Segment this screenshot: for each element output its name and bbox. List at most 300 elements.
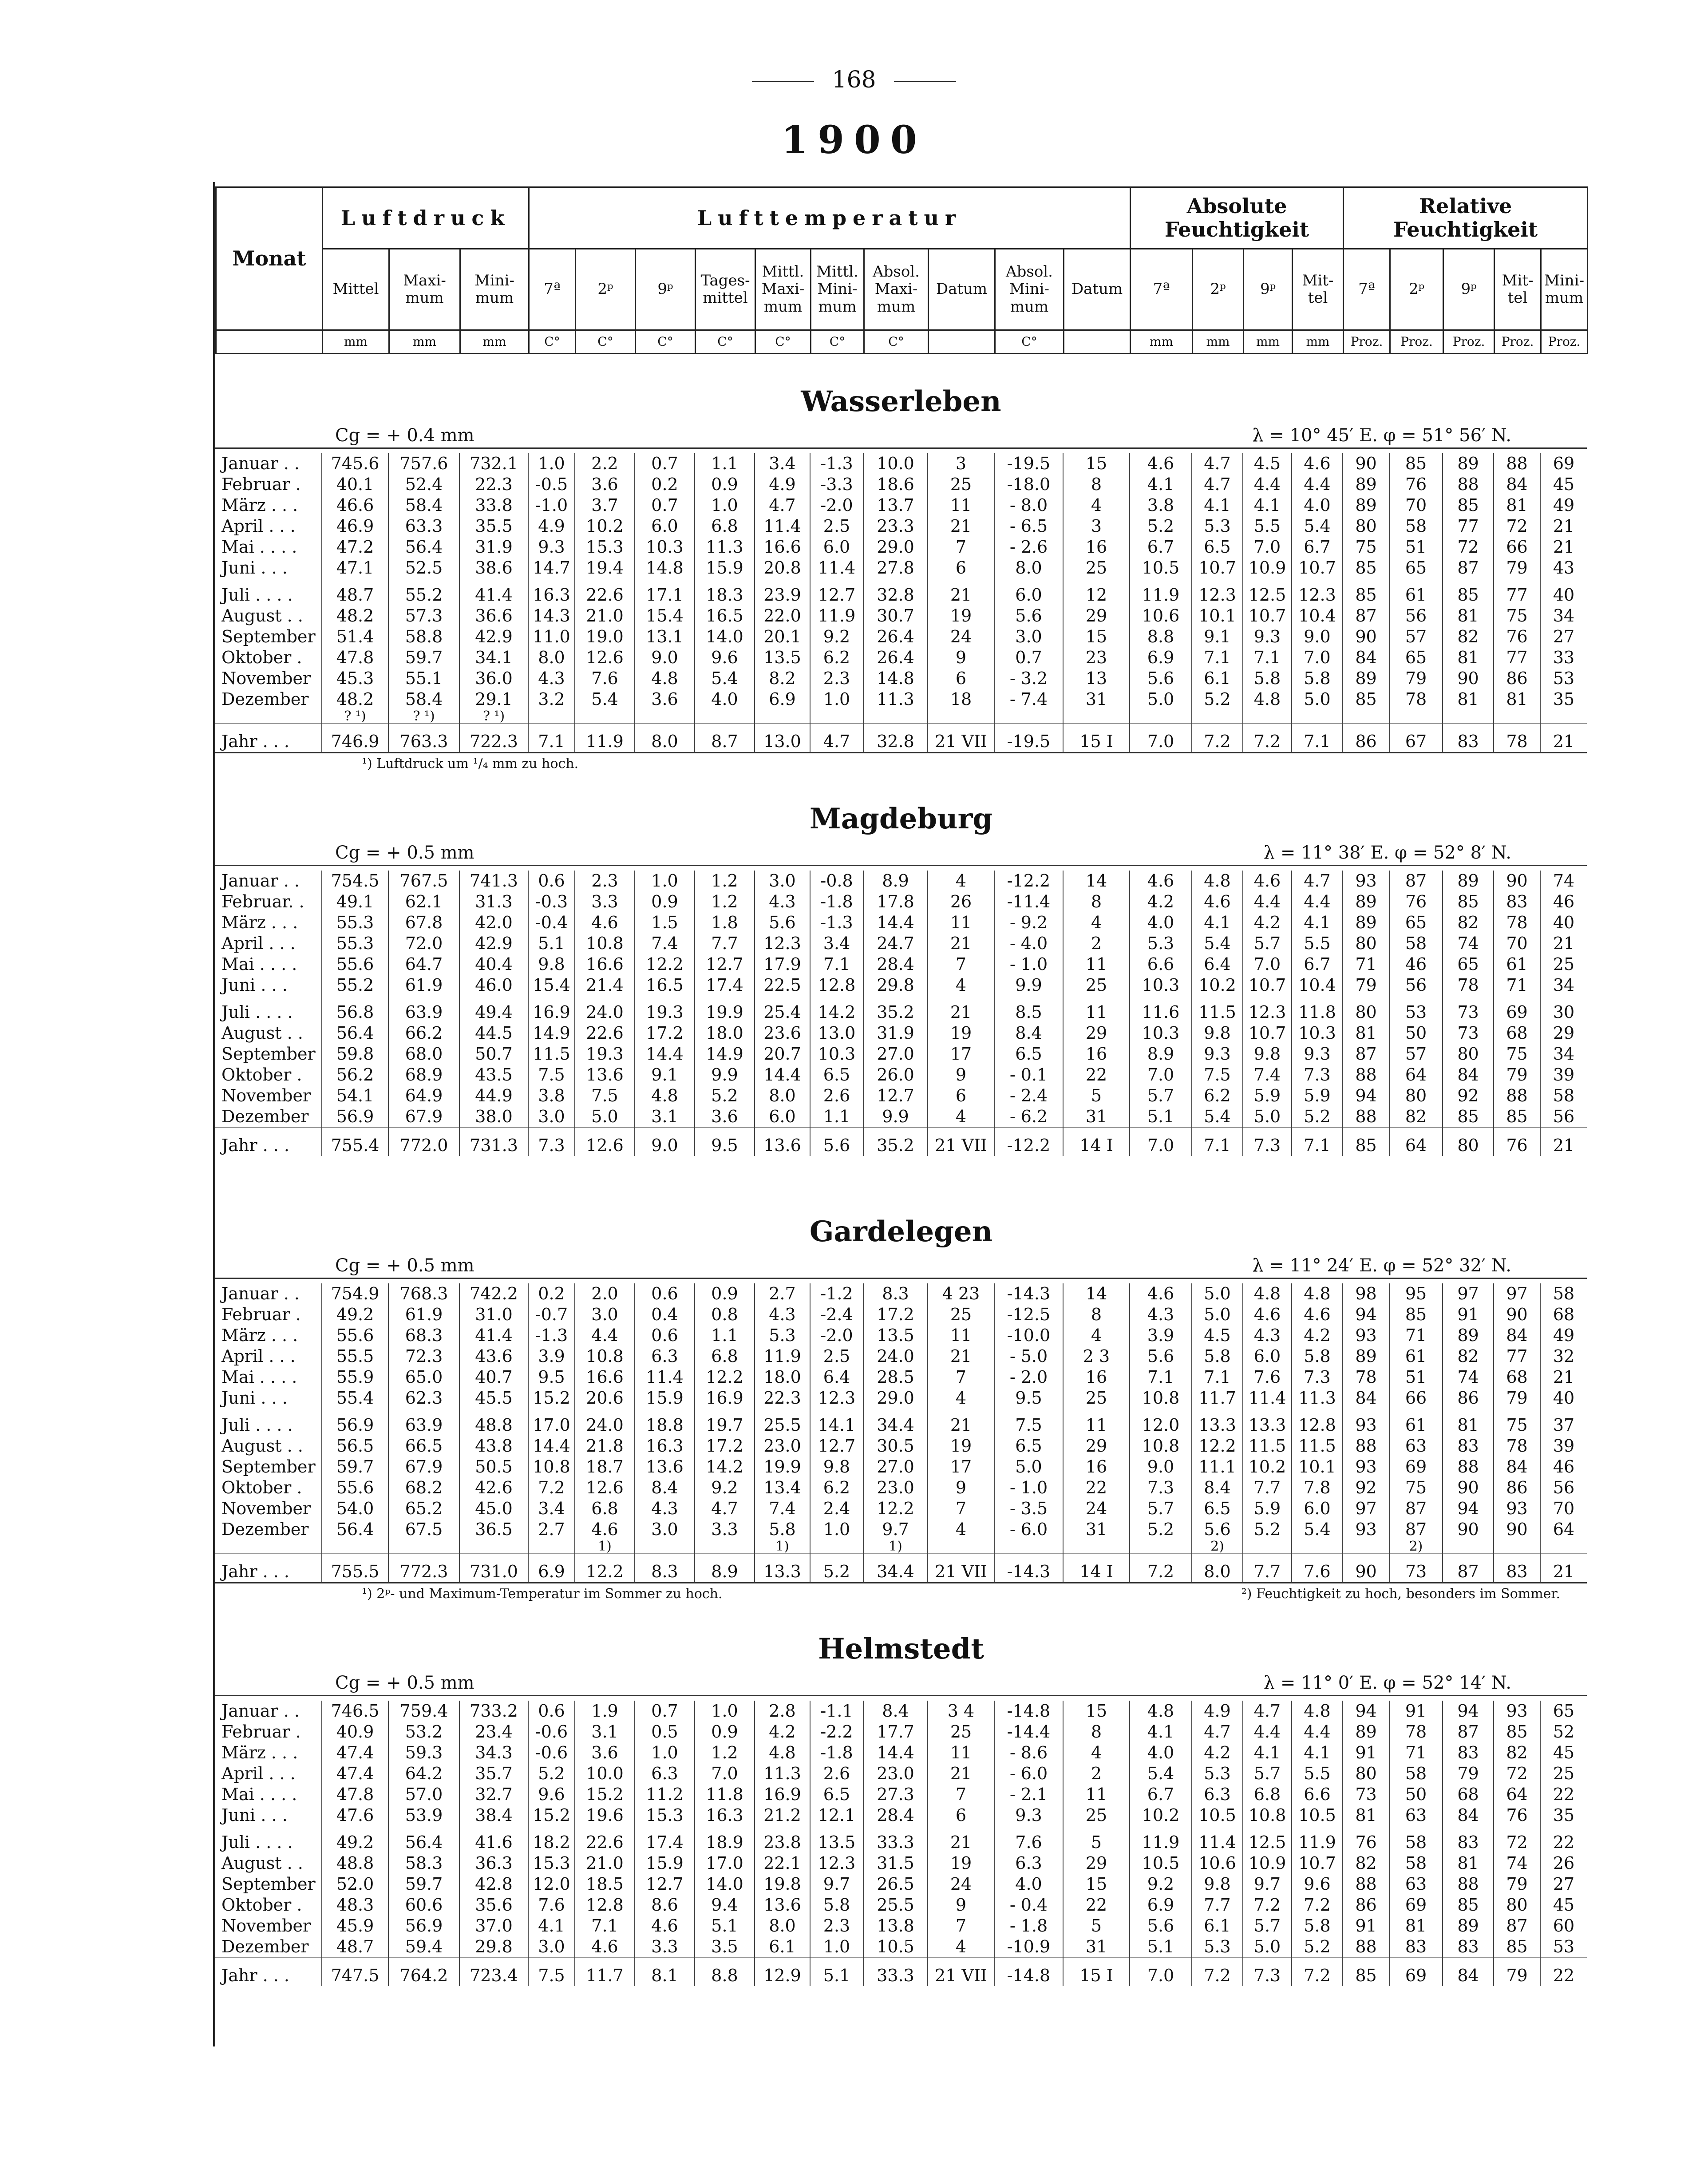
cell: 74	[1494, 1853, 1540, 1874]
cell: 12	[1063, 578, 1130, 606]
gravity-correction: Cg = + 0.5 mm	[335, 843, 474, 863]
cell: 80	[1389, 1085, 1443, 1106]
cell	[1063, 710, 1130, 724]
row-label: September	[221, 1044, 316, 1064]
cell: 81	[1443, 689, 1494, 710]
row-label: März . . .	[221, 495, 298, 515]
cell: - 2.1	[994, 1784, 1063, 1805]
cell: 12.5	[1243, 578, 1292, 606]
cell: 19	[928, 606, 994, 626]
cell: 1.0	[528, 453, 575, 474]
cell: - 0.4	[994, 1895, 1063, 1916]
cell: 2	[1063, 1763, 1130, 1784]
cell: 15.4	[528, 975, 575, 996]
cell: 12.1	[810, 1805, 863, 1826]
cell: 7.3	[1243, 1128, 1292, 1156]
cell: 12.0	[1130, 1409, 1192, 1436]
cell: 10.3	[635, 537, 695, 558]
cell: 4	[1063, 495, 1130, 516]
cell: 64	[1389, 1128, 1443, 1156]
cell: 16	[1063, 1457, 1130, 1477]
cell: 45.3	[322, 668, 388, 689]
cell: 32.8	[863, 724, 928, 752]
cell: 36.5	[459, 1519, 528, 1540]
station-name: Helmstedt	[818, 1632, 984, 1666]
table-row	[215, 578, 1587, 606]
cell: 4.7	[1192, 453, 1243, 474]
cell: 0.6	[635, 1283, 695, 1304]
cell: 82	[1494, 1742, 1540, 1763]
cell: 53.9	[388, 1805, 459, 1826]
cell: 6.2	[810, 647, 863, 668]
cell: 4.4	[1292, 891, 1343, 912]
cell: 70	[1494, 933, 1540, 954]
table-row	[215, 891, 1587, 912]
cell: 88	[1443, 474, 1494, 495]
cell: 21.2	[755, 1805, 810, 1826]
cell	[528, 1540, 575, 1554]
cell: 76	[1343, 1826, 1389, 1853]
cell: 58	[1540, 1283, 1587, 1304]
cell: 7.0	[1243, 537, 1292, 558]
cell: 9.8	[528, 954, 575, 975]
cell: 7	[928, 1916, 994, 1936]
table-row	[215, 558, 1587, 578]
header-unit-5: C°	[636, 330, 696, 354]
cell: 772.3	[388, 1554, 459, 1582]
cell: 10.8	[528, 1457, 575, 1477]
cell: 15	[1063, 1874, 1130, 1895]
cell: 5.2	[1243, 1519, 1292, 1540]
cell: 5.8	[1243, 668, 1292, 689]
cell: 9.6	[695, 647, 755, 668]
cell: -19.5	[994, 724, 1063, 752]
table-row	[215, 1701, 1587, 1722]
cell: 11.9	[1130, 1826, 1192, 1853]
cell: 7.1	[1192, 1128, 1243, 1156]
cell: 12.3	[810, 1853, 863, 1874]
cell: 55.6	[322, 1325, 388, 1346]
cell: 7.6	[575, 668, 635, 689]
footnote-line	[215, 752, 1587, 776]
header-col-4: 2ᵖ	[576, 249, 636, 330]
cell: 8.0	[755, 1085, 810, 1106]
header-col-9: Absol. Maxi-mum	[864, 249, 929, 330]
station-section	[215, 382, 1587, 776]
cell: 49.4	[459, 996, 528, 1023]
cell: 71	[1389, 1742, 1443, 1763]
cell: 11	[1063, 1409, 1130, 1436]
cell: 97	[1494, 1283, 1540, 1304]
cell	[1343, 1540, 1389, 1554]
cell: 80	[1343, 1763, 1389, 1784]
cell: - 2.0	[994, 1367, 1063, 1388]
cell: 0.6	[528, 871, 575, 891]
row-label: August . .	[221, 1853, 303, 1873]
cell: 6.8	[1243, 1784, 1292, 1805]
cell	[1243, 710, 1292, 724]
cell: 9.9	[863, 1106, 928, 1128]
header-lufttemperatur: Lufttemperatur	[529, 187, 1131, 249]
row-label: November	[221, 1086, 311, 1105]
cell: 5.1	[1130, 1936, 1192, 1958]
cell: 15.3	[528, 1853, 575, 1874]
cell: 48.8	[459, 1409, 528, 1436]
cell: 4.3	[755, 891, 810, 912]
cell: 82	[1343, 1853, 1389, 1874]
cell: - 5.0	[994, 1346, 1063, 1367]
cell: 86	[1343, 1895, 1389, 1916]
cell: 10.7	[1192, 558, 1243, 578]
cell: 25	[928, 474, 994, 495]
header-unit-13: mm	[1131, 330, 1193, 354]
cell: 2.5	[810, 1346, 863, 1367]
cell: 1.1	[695, 453, 755, 474]
cell: 16.5	[635, 975, 695, 996]
cell: 11	[928, 495, 994, 516]
cell: 61.9	[388, 975, 459, 996]
cell: 39	[1540, 1436, 1587, 1457]
cell: 4.6	[1130, 1283, 1192, 1304]
cell: 24	[928, 1874, 994, 1895]
cell: 4	[928, 871, 994, 891]
cell: - 6.0	[994, 1519, 1063, 1540]
cell: 85	[1343, 578, 1389, 606]
cell: 22	[1540, 1826, 1587, 1853]
cell: 0.9	[635, 891, 695, 912]
cell: 3.4	[755, 453, 810, 474]
cell: 18.0	[755, 1367, 810, 1388]
cell: 5.9	[1243, 1085, 1292, 1106]
cell: 90	[1343, 626, 1389, 647]
cell: 21	[1540, 724, 1587, 752]
cell: 76	[1494, 1805, 1540, 1826]
cell: 46.9	[322, 516, 388, 537]
cell: 4.5	[1243, 453, 1292, 474]
cell: 86	[1443, 1388, 1494, 1409]
cell: 50.5	[459, 1457, 528, 1477]
cell: 14.2	[695, 1457, 755, 1477]
header-unit-4: C°	[576, 330, 636, 354]
cell: 42.8	[459, 1874, 528, 1895]
cell: 8.4	[863, 1701, 928, 1722]
cell: 10.6	[1130, 606, 1192, 626]
cell: 15.3	[575, 537, 635, 558]
cell: 52	[1540, 1722, 1587, 1742]
table-row	[215, 516, 1587, 537]
cell: 25.5	[755, 1409, 810, 1436]
table-row	[215, 1023, 1587, 1044]
cell: 5.5	[1292, 1763, 1343, 1784]
row-label: September	[221, 1874, 316, 1894]
header-col-3: 7ª	[529, 249, 576, 330]
cell: 17.1	[635, 578, 695, 606]
cell: 25.5	[863, 1895, 928, 1916]
cell: 4.0	[1292, 495, 1343, 516]
header-col-20: Mit-tel	[1494, 249, 1541, 330]
cell: 7.4	[755, 1498, 810, 1519]
cell: 75	[1494, 1044, 1540, 1065]
cell: 94	[1443, 1498, 1494, 1519]
cell: 58	[1540, 1085, 1587, 1106]
header-unit-7: C°	[755, 330, 811, 354]
cell: 22	[1540, 1958, 1587, 1986]
cell: 82	[1443, 626, 1494, 647]
cell: 46.0	[459, 975, 528, 996]
cell	[1443, 710, 1494, 724]
cell: 90	[1443, 1477, 1494, 1498]
cell: 2)	[1389, 1540, 1443, 1554]
cell: 40.9	[322, 1722, 388, 1742]
cell: 61	[1389, 1409, 1443, 1436]
cell: - 8.0	[994, 495, 1063, 516]
cell: 27	[1540, 1874, 1587, 1895]
cell: 5	[1063, 1085, 1130, 1106]
cell: 27.0	[863, 1044, 928, 1065]
row-label: Juli . . . .	[221, 1833, 293, 1852]
cell: 11.8	[1292, 996, 1343, 1023]
cell: 10.7	[1292, 558, 1343, 578]
cell: 89	[1343, 912, 1389, 933]
cell: ? ¹)	[322, 710, 388, 724]
cell: 68.0	[388, 1044, 459, 1065]
cell: 79	[1494, 1958, 1540, 1986]
cell: 17.2	[635, 1023, 695, 1044]
cell: 7.0	[1130, 1065, 1192, 1085]
cell: 89	[1343, 891, 1389, 912]
cell: 6.6	[1292, 1784, 1343, 1805]
cell: 5.8	[1292, 1916, 1343, 1936]
header-col-12: Datum	[1064, 249, 1131, 330]
cell: 4.9	[1192, 1701, 1243, 1722]
cell: 23.0	[863, 1763, 928, 1784]
cell: 36.6	[459, 606, 528, 626]
cell: 14.3	[528, 606, 575, 626]
cell: 19.3	[575, 1044, 635, 1065]
cell: 3.1	[575, 1722, 635, 1742]
cell: 7.3	[1292, 1367, 1343, 1388]
cell: 10.5	[863, 1936, 928, 1958]
cell: 46	[1389, 954, 1443, 975]
cell: 34.4	[863, 1554, 928, 1582]
cell: 74	[1443, 1367, 1494, 1388]
cell: 22	[1063, 1065, 1130, 1085]
cell: 3.3	[575, 891, 635, 912]
cell: 16.6	[575, 954, 635, 975]
cell: 56	[1540, 1106, 1587, 1128]
cell: 81	[1494, 495, 1540, 516]
cell: -0.3	[528, 891, 575, 912]
cell: 4.2	[1292, 1325, 1343, 1346]
cell: 62.1	[388, 891, 459, 912]
cell: 88	[1443, 1874, 1494, 1895]
cell: 23.8	[755, 1826, 810, 1853]
cell: 46.6	[322, 495, 388, 516]
cell: 8.0	[528, 647, 575, 668]
cell: 15	[1063, 453, 1130, 474]
cell: 8.9	[1130, 1044, 1192, 1065]
cell: 6.5	[1192, 537, 1243, 558]
cell: 42.9	[459, 933, 528, 954]
cell	[1540, 1540, 1587, 1554]
cell: 3.4	[528, 1498, 575, 1519]
cell: 4.7	[1192, 474, 1243, 495]
cell: 68	[1443, 1784, 1494, 1805]
cell: 48.7	[322, 578, 388, 606]
cell: 7.1	[1292, 1128, 1343, 1156]
cell: 58	[1389, 1826, 1443, 1853]
cell	[1063, 1540, 1130, 1554]
cell: 53	[1540, 1936, 1587, 1958]
cell: 85	[1343, 1128, 1389, 1156]
cell: 83	[1443, 1436, 1494, 1457]
cell: 4.7	[755, 495, 810, 516]
cell: 82	[1389, 1106, 1443, 1128]
cell: 12.9	[755, 1958, 810, 1986]
cell: 30	[1540, 996, 1587, 1023]
table-row	[215, 1742, 1587, 1763]
cell: 89	[1443, 1916, 1494, 1936]
cell: 6.2	[810, 1477, 863, 1498]
cell: 6.9	[755, 689, 810, 710]
cell: 58	[1389, 933, 1443, 954]
cell: 64.7	[388, 954, 459, 975]
cell: 4.6	[575, 912, 635, 933]
cell: 65	[1389, 647, 1443, 668]
cell: 4.1	[528, 1916, 575, 1936]
header-col-2: Mini-mum	[460, 249, 529, 330]
cell: 25	[1540, 1763, 1587, 1784]
footnote-left: ¹) 2ᵖ- und Maximum-Temperatur im Sommer zu hoch.	[362, 1586, 723, 1602]
cell: -1.8	[810, 1742, 863, 1763]
cell: 94	[1343, 1701, 1389, 1722]
cell: 4.6	[635, 1916, 695, 1936]
cell: 42.6	[459, 1477, 528, 1498]
cell: 3.0	[755, 871, 810, 891]
cell: 7.4	[635, 933, 695, 954]
cell: 72	[1443, 537, 1494, 558]
cell: 6.9	[528, 1554, 575, 1582]
cell: 4.3	[635, 1498, 695, 1519]
cell: 6.3	[635, 1763, 695, 1784]
cell: 83	[1494, 1554, 1540, 1582]
cell	[1389, 710, 1443, 724]
cell: 7.2	[1130, 1554, 1192, 1582]
cell: 12.3	[755, 933, 810, 954]
row-label: Mai . . . .	[221, 954, 297, 974]
cell: 13.0	[755, 724, 810, 752]
cell: 15	[1063, 1701, 1130, 1722]
cell: 21 VII	[928, 1128, 994, 1156]
cell: 79	[1343, 975, 1389, 996]
cell: 7.6	[528, 1895, 575, 1916]
cell: 88	[1494, 1085, 1540, 1106]
cell: 10.8	[1130, 1436, 1192, 1457]
cell: 3.0	[528, 1936, 575, 1958]
cell: 1.9	[575, 1701, 635, 1722]
cell: 6.8	[695, 516, 755, 537]
cell: 1.2	[695, 891, 755, 912]
cell: 18.6	[863, 474, 928, 495]
gravity-correction: Cg = + 0.5 mm	[335, 1255, 474, 1276]
cell: 10.4	[1292, 975, 1343, 996]
cell: 7.1	[810, 954, 863, 975]
table-row	[215, 1805, 1587, 1826]
station-info	[215, 422, 1587, 449]
cell: 8.0	[1192, 1554, 1243, 1582]
cell: 45.0	[459, 1498, 528, 1519]
cell: 12.8	[1292, 1409, 1343, 1436]
cell: 4.7	[810, 724, 863, 752]
cell: 4.7	[695, 1498, 755, 1519]
cell: 3.9	[528, 1346, 575, 1367]
cell: 8.3	[635, 1554, 695, 1582]
cell: 12.3	[1292, 578, 1343, 606]
cell: 20.1	[755, 626, 810, 647]
cell: 10.6	[1192, 1853, 1243, 1874]
cell: 11.4	[1243, 1388, 1292, 1409]
cell: 7.6	[1292, 1554, 1343, 1582]
cell: 15.2	[528, 1805, 575, 1826]
cell: 10.7	[1243, 1023, 1292, 1044]
cell: 55.1	[388, 668, 459, 689]
cell: 51.4	[322, 626, 388, 647]
cell: 80	[1343, 516, 1389, 537]
cell: 67.5	[388, 1519, 459, 1540]
header-unit-10	[929, 330, 995, 354]
cell: 87	[1343, 606, 1389, 626]
cell: 722.3	[459, 724, 528, 752]
cell: 73	[1389, 1554, 1443, 1582]
cell: 72.0	[388, 933, 459, 954]
cell: 65	[1443, 954, 1494, 975]
cell: 65.0	[388, 1367, 459, 1388]
column-header	[215, 186, 1588, 354]
cell: 44.5	[459, 1023, 528, 1044]
cell: 21	[928, 1409, 994, 1436]
cell: 84	[1343, 647, 1389, 668]
cell: 10.2	[1192, 975, 1243, 996]
cell: 68	[1494, 1023, 1540, 1044]
cell: 56.2	[322, 1065, 388, 1085]
cell: 26.4	[863, 647, 928, 668]
cell: 53	[1540, 668, 1587, 689]
cell: 45	[1540, 1742, 1587, 1763]
row-label: Januar . .	[221, 1284, 300, 1303]
cell: 86	[1494, 1477, 1540, 1498]
cell: 19	[928, 1853, 994, 1874]
cell: 7.2	[528, 1477, 575, 1498]
cell: 38.0	[459, 1106, 528, 1128]
row-label: April . . .	[221, 1764, 296, 1783]
cell: 90	[1343, 453, 1389, 474]
cell: 9.3	[1243, 626, 1292, 647]
cell: 50	[1389, 1784, 1443, 1805]
cell: 5.6	[1130, 1346, 1192, 1367]
cell: 7.3	[1292, 1065, 1343, 1085]
cell: 7.2	[1292, 1958, 1343, 1986]
cell: 9.7	[863, 1519, 928, 1540]
cell: 76	[1389, 474, 1443, 495]
table-row	[215, 495, 1587, 516]
cell: 10.9	[1243, 558, 1292, 578]
station-coordinates: λ = 11° 24′ E. φ = 52° 32′ N.	[1252, 1255, 1511, 1276]
cell: 11.4	[755, 516, 810, 537]
cell: 97	[1443, 1283, 1494, 1304]
cell: 60	[1540, 1916, 1587, 1936]
cell: 4.4	[1243, 891, 1292, 912]
cell: 7.2	[1192, 724, 1243, 752]
